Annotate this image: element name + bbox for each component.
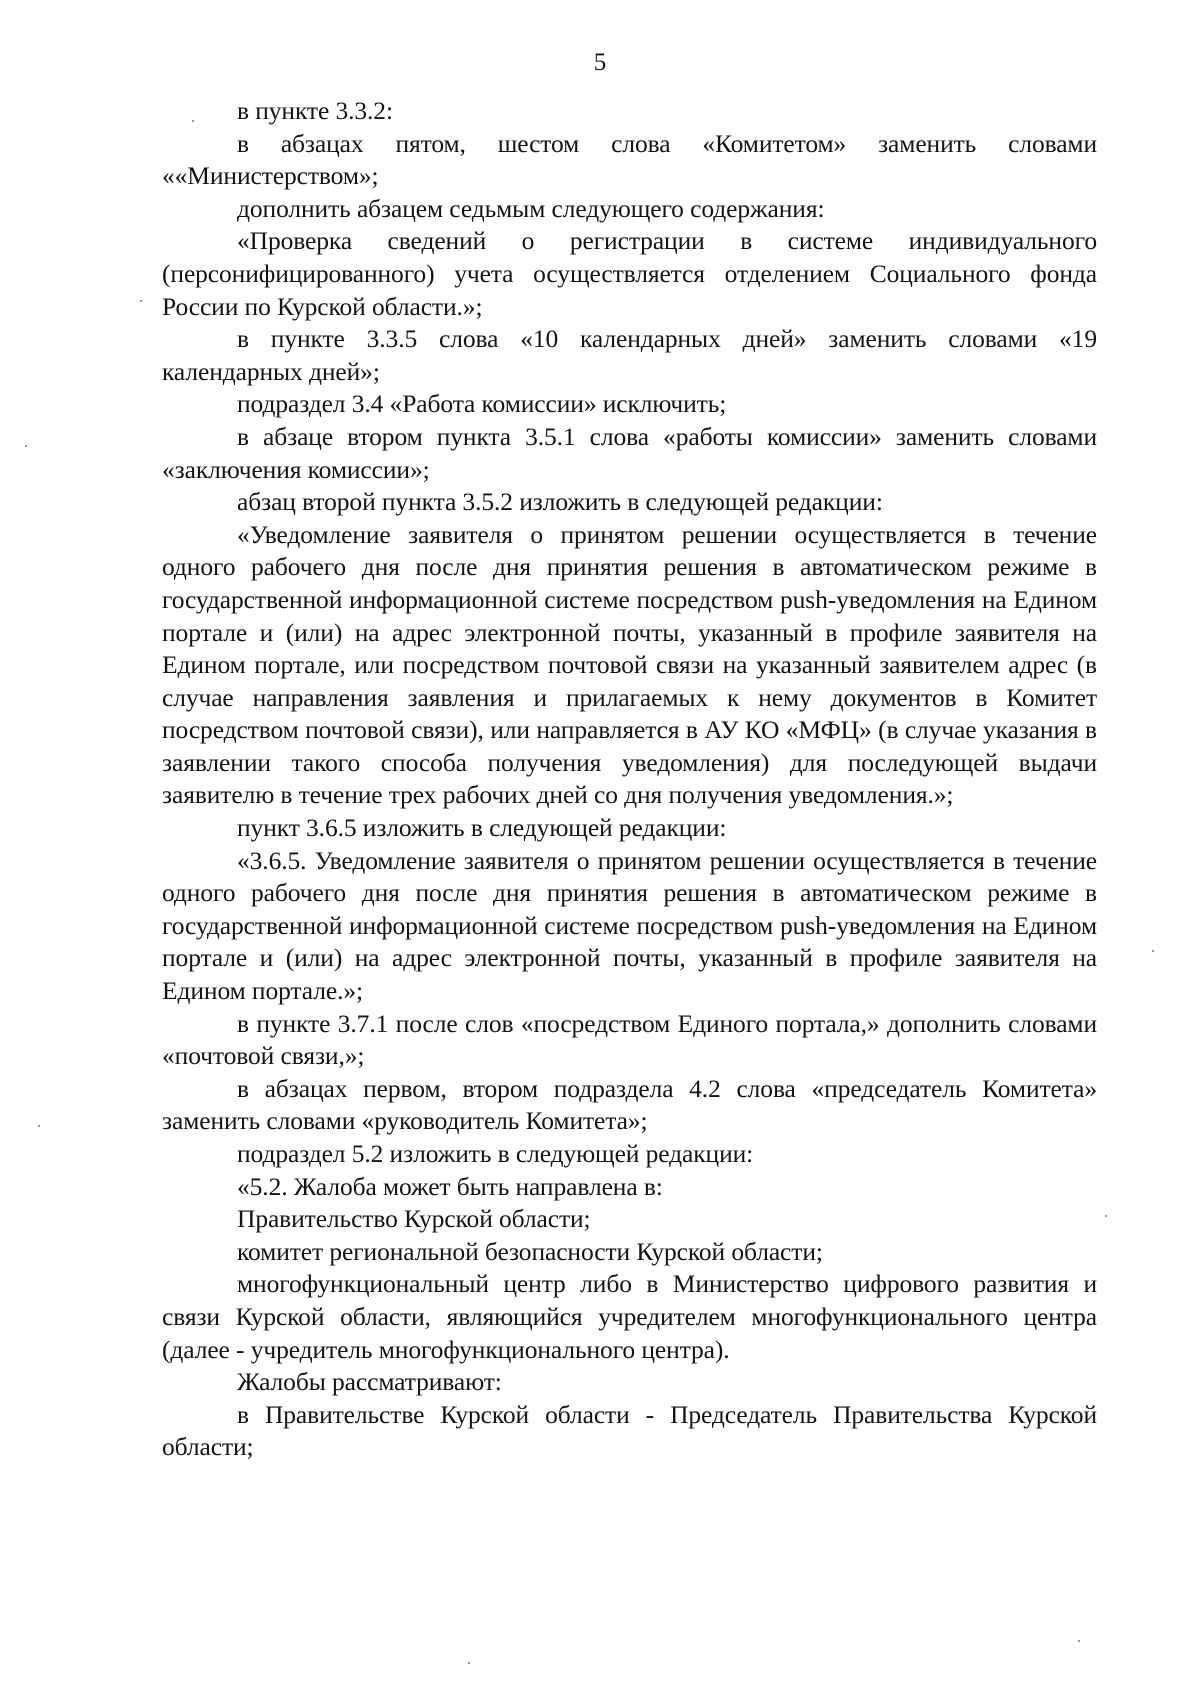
paragraph-10: пункт 3.6.5 изложить в следующей редакции: (237, 813, 727, 843)
scan-speck (1105, 1215, 1107, 1217)
scan-speck (192, 120, 194, 122)
paragraph-12: в пункте 3.7.1 после слов «посредством Единого портала,» дополнить словами «почтовой связи,»; (162, 1008, 1097, 1071)
page-number: 5 (593, 49, 607, 76)
paragraph-18: многофункциональный центр либо в Министерство цифрового развития и связи Курской области, являющийся учредителем многофункционального центра (далее - учредитель многофункционального центра). (162, 1269, 1097, 1364)
paragraph-4: «Проверка сведений о регистрации в системе индивидуального (персонифицированного) учета осуществляется отделением Социального фонда России по Курской области.»; (162, 226, 1097, 321)
paragraph-1: в пункте 3.3.2: (237, 96, 393, 125)
scan-speck (1078, 1640, 1080, 1642)
paragraph-3: дополнить абзацем седьмым следующего содержания: (237, 193, 825, 223)
scan-speck (140, 300, 142, 302)
paragraph-13: в абзацах первом, втором подраздела 4.2 слова «председатель Комитета» заменить словами «руководитель Комитета»; (162, 1073, 1097, 1136)
paragraph-8: абзац второй пункта 3.5.2 изложить в следующей редакции: (237, 487, 883, 517)
scan-speck (38, 1125, 40, 1127)
paragraph-15: «5.2. Жалоба может быть направлена в: (237, 1171, 663, 1201)
paragraph-16: Правительство Курской области; (237, 1204, 591, 1234)
scan-speck (1152, 950, 1154, 952)
paragraph-7: в абзаце втором пункта 3.5.1 слова «работы комиссии» заменить словами «заключения комиссии»; (162, 421, 1097, 484)
paragraph-2: в абзацах пятом, шестом слова «Комитетом» заменить словами ««Министерством»; (162, 128, 1097, 191)
document-body (162, 95, 1097, 1464)
paragraph-9: «Уведомление заявителя о принятом решении осуществляется в течение одного рабочего дня после дня принятия решения в автоматическом режиме в государственной информационной системе посредством push-уведомления на Едином портале и (или) на адрес электронной почты, указанный в профиле заявителя на Едином портале, или посредством почтовой связи на указанный заявителем адрес (в случае направления заявления и прилагаемых к нему документов в Комитет посредством почтовой связи), или направляется в АУ КО «МФЦ» (в случае указания в заявлении такого способа получения уведомления) для последующей выдачи заявителю в течение трех рабочих дней со дня получения уведомления.»; (162, 519, 1097, 810)
paragraph-19: Жалобы рассматривают: (237, 1367, 502, 1397)
paragraph-14: подраздел 5.2 изложить в следующей редакции: (237, 1139, 754, 1168)
scan-speck (25, 445, 27, 447)
paragraph-5: в пункте 3.3.5 слова «10 календарных дней» заменить словами «19 календарных дней»; (162, 324, 1097, 386)
paragraph-6: подраздел 3.4 «Работа комиссии» исключить; (237, 389, 727, 419)
paragraph-20: в Правительстве Курской области - Председатель Правительства Курской области; (162, 1399, 1097, 1462)
paragraph-11: «3.6.5. Уведомление заявителя о принятом решении осуществляется в течение одного рабочего дня после дня принятия решения в автоматическом режиме в государственной информационной системе посредством push-уведомления на Едином портале и (или) на адрес электронной почты, указанный в профиле заявителя на Едином портале.»; (162, 845, 1097, 1006)
scan-speck (468, 1662, 470, 1664)
paragraph-17: комитет региональной безопасности Курской области; (237, 1236, 823, 1266)
